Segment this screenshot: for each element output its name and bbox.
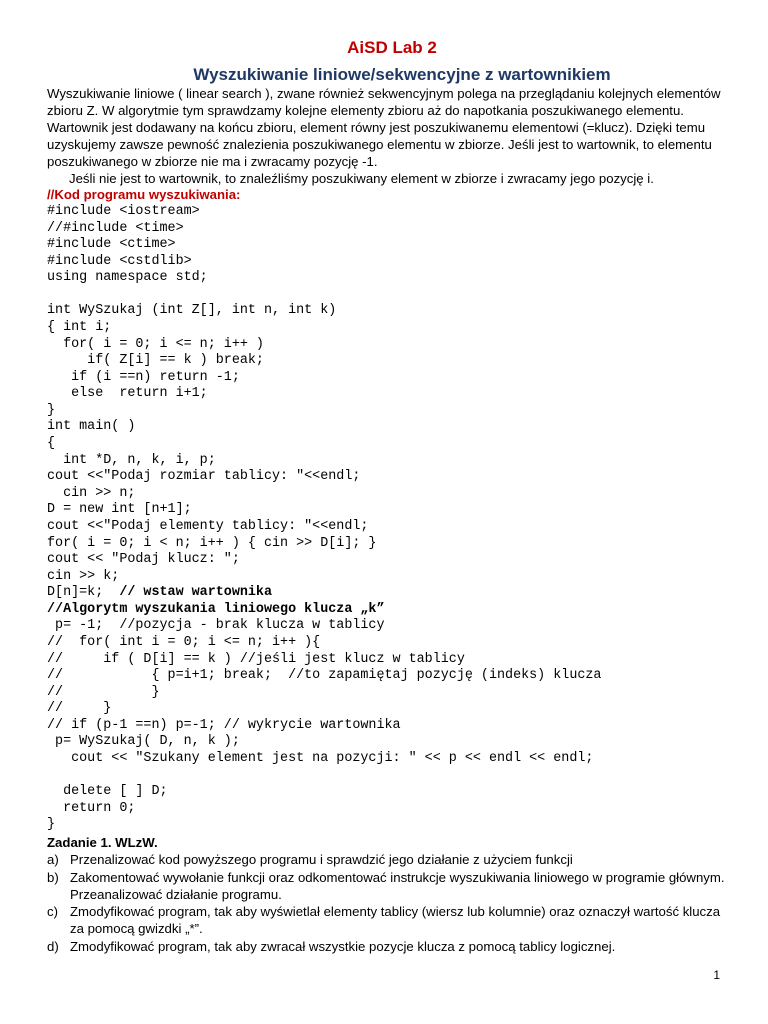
code-line: { int i;	[47, 319, 112, 335]
code-line: cin >> n;	[47, 485, 136, 501]
code-line: using namespace std;	[47, 270, 208, 286]
code-line: if (i ==n) return -1;	[47, 369, 240, 385]
code-line: D[n]=k;	[47, 585, 120, 601]
code-line: return 0;	[47, 800, 136, 816]
code-line: D = new int [n+1];	[47, 502, 192, 518]
tasks-section	[47, 834, 737, 955]
code-line: if( Z[i] == k ) break;	[47, 353, 264, 369]
code-line: }	[47, 817, 56, 833]
code-line: // if (p-1 ==n) p=-1; // wykrycie wartownika	[47, 717, 401, 733]
document-subtitle: Wyszukiwanie liniowe/sekwencyjne z wartownikiem	[193, 65, 611, 84]
document-page	[47, 36, 737, 955]
intro-paragraph-1: Wyszukiwanie liniowe ( linear search ), zwane również sekwencyjnym polega na przeglądaniu kolejnych elementów zbioru Z. W algorytmie tym sprawdzamy kolejne elementy zbioru aż do napotkania poszukiwanego elementu. Wartownik jest dodawany na końcu zbioru, element równy jest poszukiwanemu elementowi (=klucz). Dzięki temu uzyskujemy zawsze pewność znalezienia poszukiwanego elementu w zbiorze. Jeśli jest to wartownik, to elementu poszukiwanego w zbiorze nie ma i zwracamy pozycję -1.	[47, 86, 721, 169]
code-line: // }	[47, 701, 112, 717]
intro-text	[47, 86, 737, 187]
code-line: p= -1; //pozycja - brak klucza w tablicy	[47, 618, 385, 634]
task-item	[47, 903, 737, 938]
code-line: p= WySzukaj( D, n, k );	[47, 734, 240, 750]
task-letter: d)	[47, 938, 59, 954]
page-number: 1	[713, 968, 720, 982]
task-text: Zmodyfikować program, tak aby zwracał wszystkie pozycje klucza z pomocą tablicy logicznej.	[70, 938, 616, 954]
code-line: for( i = 0; i <= n; i++ )	[47, 336, 264, 352]
intro-paragraph-2: Jeśli nie jest to wartownik, to znaleźliśmy poszukiwany element w zbiorze i zwracamy jego pozycję i.	[69, 170, 654, 186]
task-letter: a)	[47, 852, 59, 868]
code-line: #include <cstdlib>	[47, 253, 192, 269]
task-text: Zakomentować wywołanie funkcji oraz odkomentować instrukcje wyszukiwania liniowego w programie głównym. Przeanalizować działanie programu.	[70, 869, 725, 902]
code-line: #include <ctime>	[47, 237, 176, 253]
task-text: Zmodyfikować program, tak aby wyświetlał elementy tablicy (wiersz lub kolumnie) oraz oznaczył wartość klucza za pomocą gwizdki „*”.	[70, 904, 721, 937]
code-line: // { p=i+1; break; //to zapamiętaj pozycję (indeks) klucza	[47, 668, 602, 684]
code-comment-sentinel: // wstaw wartownika	[119, 585, 273, 601]
task-item	[47, 851, 737, 868]
code-line: delete [ ] D;	[47, 784, 168, 800]
code-line: int *D, n, k, i, p;	[47, 452, 216, 468]
code-line: // }	[47, 684, 160, 700]
document-title: AiSD Lab 2	[347, 38, 437, 57]
task-title: Zadanie 1. WLzW.	[47, 834, 158, 850]
code-line: // if ( D[i] == k ) //jeśli jest klucz w tablicy	[47, 651, 465, 667]
code-line: else return i+1;	[47, 386, 208, 402]
code-line: #include <iostream>	[47, 203, 200, 219]
code-line: }	[47, 402, 56, 418]
code-heading: //Kod programu wyszukiwania:	[47, 187, 241, 203]
task-text: Przenalizować kod powyższego programu i sprawdzić jego działanie z użyciem funkcji	[70, 852, 573, 868]
task-letter: c)	[47, 904, 58, 920]
code-line: for( i = 0; i < n; i++ ) { cin >> D[i]; }	[47, 535, 377, 551]
code-line: //#include <time>	[47, 220, 184, 236]
task-item	[47, 869, 737, 904]
code-comment-algorithm: //Algorytm wyszukania liniowego klucza „k”	[47, 601, 385, 617]
code-line: {	[47, 436, 56, 452]
code-line: int main( )	[47, 419, 136, 435]
task-item	[47, 938, 737, 955]
code-line: int WySzukaj (int Z[], int n, int k)	[47, 303, 337, 319]
code-line: // for( int i = 0; i <= n; i++ ){	[47, 634, 321, 650]
code-block	[47, 204, 737, 834]
code-line: cout <<"Podaj elementy tablicy: "<<endl;	[47, 518, 369, 534]
code-line: cin >> k;	[47, 568, 120, 584]
code-line: cout << "Podaj klucz: ";	[47, 552, 240, 568]
code-line: cout << "Szukany element jest na pozycji: " << p << endl << endl;	[47, 751, 594, 767]
task-letter: b)	[47, 869, 59, 885]
code-line: cout <<"Podaj rozmiar tablicy: "<<endl;	[47, 469, 361, 485]
